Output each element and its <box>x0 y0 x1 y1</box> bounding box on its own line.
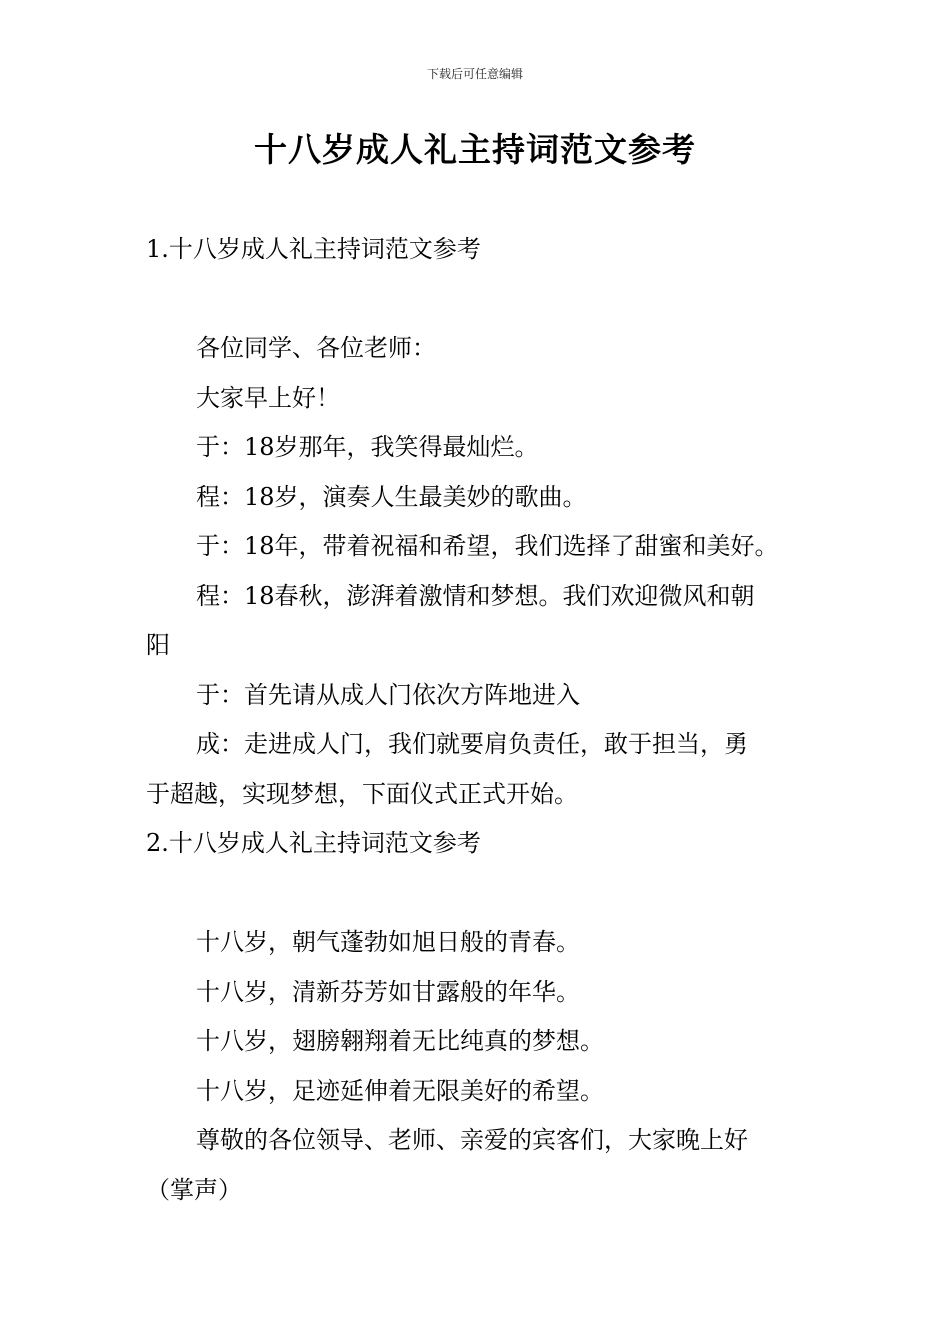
paragraph-line: 于：18岁那年，我笑得最灿烂。 <box>196 433 539 461</box>
paragraph-line: 程：18春秋，澎湃着激情和梦想。我们欢迎微风和朝 <box>196 581 755 610</box>
paragraph-line-continued: （掌声） <box>146 1175 242 1204</box>
paragraph-line: 大家早上好！ <box>196 383 340 412</box>
paragraph-line: 十八岁，朝气蓬勃如旭日般的青春。 <box>196 928 580 956</box>
paragraph-line-continued: 于超越，实现梦想，下面仪式正式开始。 <box>146 779 578 808</box>
paragraph-line-continued: 阳 <box>146 631 170 659</box>
paragraph-line: 于：首先请从成人门依次方阵地进入 <box>196 680 580 709</box>
paragraph-line: 成：走进成人门，我们就要肩负责任，敢于担当，勇 <box>196 730 748 758</box>
paragraph-line: 十八岁，翅膀翱翔着无比纯真的梦想。 <box>196 1027 604 1055</box>
document-body <box>146 225 808 1215</box>
paragraph-line: 于：18年，带着祝福和希望，我们选择了甜蜜和美好。 <box>196 532 779 560</box>
blank-line <box>146 275 808 325</box>
section-heading: 2.十八岁成人礼主持词范文参考 <box>146 829 481 857</box>
document-title: 十八岁成人礼主持词范文参考 <box>254 130 696 169</box>
paragraph-line: 尊敬的各位领导、老师、亲爱的宾客们，大家晚上好 <box>196 1126 748 1154</box>
blank-line <box>146 869 808 919</box>
paragraph-line: 各位同学、各位老师： <box>196 334 436 362</box>
section-heading: 1.十八岁成人礼主持词范文参考 <box>146 235 481 263</box>
paragraph-line: 十八岁，清新芬芳如甘露般的年华。 <box>196 977 580 1006</box>
paragraph-line: 十八岁，足迹延伸着无限美好的希望。 <box>196 1076 604 1105</box>
paragraph-line: 程：18岁，演奏人生最美妙的歌曲。 <box>196 482 587 511</box>
header-note: 下载后可任意编辑 <box>426 67 523 81</box>
